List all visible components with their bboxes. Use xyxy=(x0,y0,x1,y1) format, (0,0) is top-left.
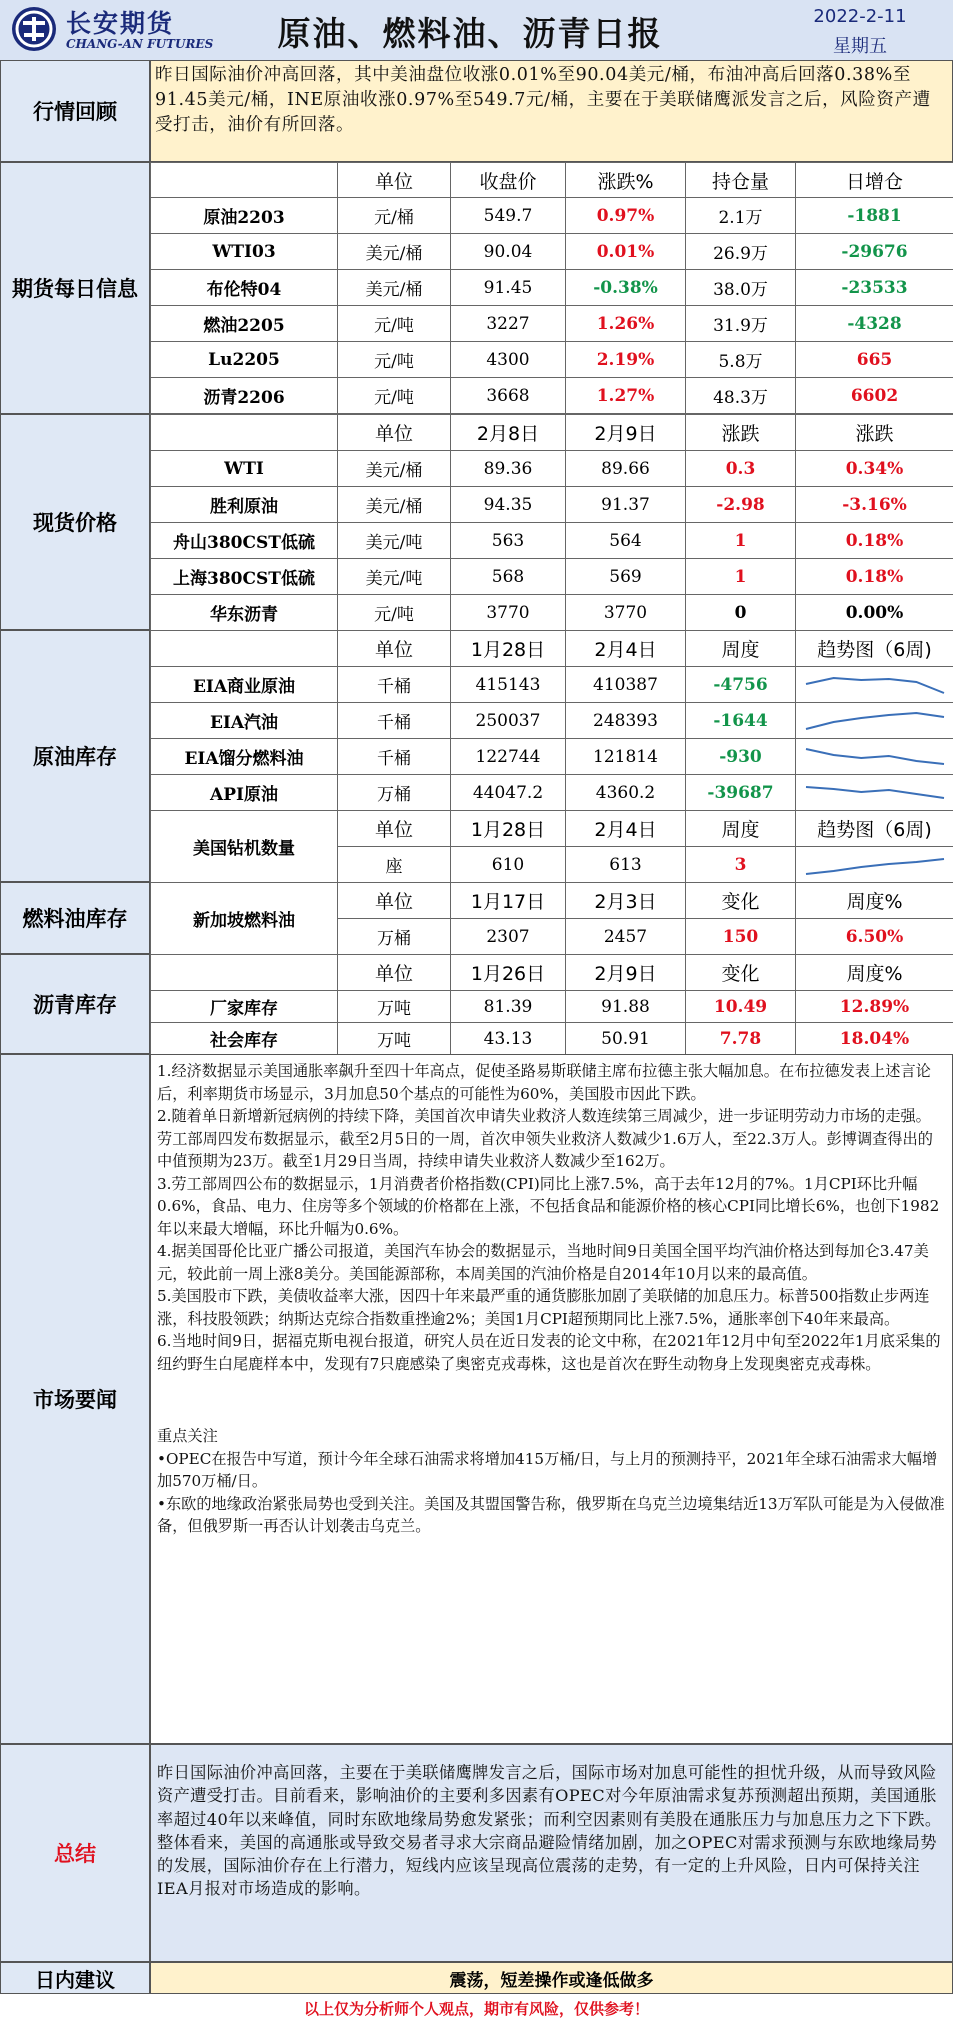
company-logo-icon xyxy=(10,5,58,53)
advice-label: 日内建议 xyxy=(0,1962,150,1994)
crude-value-1: 250037 xyxy=(451,703,566,739)
crude-trend-cell xyxy=(796,667,953,703)
rig-count-name: 美国钻机数量 xyxy=(151,811,338,883)
trend-sparkline xyxy=(800,672,950,698)
fuel-header-cell: 周度% xyxy=(796,883,953,919)
spot-price-2: 91.37 xyxy=(566,487,686,523)
news-label: 市场要闻 xyxy=(0,1054,150,1744)
crude-weekly-change: -930 xyxy=(686,739,796,775)
futures-row xyxy=(151,378,953,414)
asphalt-value-2: 91.88 xyxy=(566,991,686,1023)
rig-header-cell: 周度 xyxy=(686,811,796,847)
crude-header-row xyxy=(151,631,953,667)
spot-row xyxy=(151,523,953,559)
crude-item-name: EIA汽油 xyxy=(151,703,338,739)
spot-header-cell: 单位 xyxy=(338,415,451,451)
trend-line xyxy=(806,787,944,798)
asphalt-value-1: 81.39 xyxy=(451,991,566,1023)
crude-weekly-change: -1644 xyxy=(686,703,796,739)
futures-header-cell: 收盘价 xyxy=(451,163,566,198)
fuel-header-cell: 单位 xyxy=(338,883,451,919)
crude-row xyxy=(151,739,953,775)
trend-sparkline xyxy=(800,852,950,878)
spot-product-name: 胜利原油 xyxy=(151,487,338,523)
futures-close: 4300 xyxy=(451,342,566,378)
news-box xyxy=(150,1054,953,1744)
spot-product-name: 上海380CST低硫 xyxy=(151,559,338,595)
news-item: 3.劳工部周四公布的数据显示，1月消费者价格指数(CPI)同比上涨7.5%，高于去年12月的7%。1月CPI环比升幅0.6%，食品、电力、住房等多个领域的价格都在上涨，不包括食品和能源价格的核心CPI同比增长6%，也创下1982年以来最大增幅，环比升幅为0.6%。 xyxy=(157,1174,940,1238)
spot-unit: 元/吨 xyxy=(338,595,451,631)
futures-row xyxy=(151,234,953,270)
asphalt-change: 7.78 xyxy=(686,1023,796,1055)
rig-header-cell: 单位 xyxy=(338,811,451,847)
asphalt-header-cell: 2月9日 xyxy=(566,955,686,991)
crude-header-cell: 1月28日 xyxy=(451,631,566,667)
spot-change: 0 xyxy=(686,595,796,631)
fuel-header-cell: 变化 xyxy=(686,883,796,919)
crude-trend-cell xyxy=(796,775,953,811)
futures-oi-change: -23533 xyxy=(796,270,953,306)
futures-row xyxy=(151,198,953,234)
spot-product-name: 舟山380CST低硫 xyxy=(151,523,338,559)
fuel-inventory-label: 燃料油库存 xyxy=(0,882,150,954)
review-box xyxy=(150,60,953,162)
crude-trend-cell xyxy=(796,703,953,739)
spot-unit: 美元/桶 xyxy=(338,487,451,523)
asphalt-row xyxy=(151,991,953,1023)
crude-weekly-change: -39687 xyxy=(686,775,796,811)
asphalt-inventory-table xyxy=(150,954,953,1055)
asphalt-value-2: 50.91 xyxy=(566,1023,686,1055)
spot-change-pct: 0.34% xyxy=(796,451,953,487)
summary-box xyxy=(150,1744,953,1962)
spot-row xyxy=(151,451,953,487)
spot-change: 1 xyxy=(686,523,796,559)
review-text: 昨日国际油价冲高回落，其中美油盘位收涨0.01%至90.04美元/桶，布油冲高后回落0.38%至91.45美元/桶，INE原油收涨0.97%至549.7元/桶，主要在于美联储鹰派发言之后，风险资产遭受打击，油价有所回落。 xyxy=(155,65,931,135)
asphalt-inventory-label: 沥青库存 xyxy=(0,954,150,1054)
futures-oi-change: -1881 xyxy=(796,198,953,234)
asphalt-header-cell: 1月26日 xyxy=(451,955,566,991)
crude-inventory-table xyxy=(150,630,953,883)
trend-line xyxy=(806,859,944,874)
summary-text: 昨日国际油价冲高回落，主要在于美联储鹰牌发言之后，国际市场对加息可能性的担忧升级，从而导致风险资产遭受打击。目前看来，影响油价的主要利多因素有OPEC对今年原油需求复苏预测超出预期，美国通胀率超过40年以来峰值，同时东欧地缘局势愈发紧张；而利空因素则有美股在通胀压力与加息压力之下下跌。整体看来，美国的高通胀或导致交易者寻求大宗商品避险情绪加剧，加之OPEC对需求预测与东欧地缘局势的发展，国际油价存在上行潜力，短线内应该呈现高位震荡的走势，有一定的上升风险，日内可保持关注IEA月报对市场造成的影响。 xyxy=(157,1763,942,1899)
spot-price-1: 94.35 xyxy=(451,487,566,523)
trend-sparkline xyxy=(800,780,950,806)
crude-value-1: 122744 xyxy=(451,739,566,775)
crude-weekly-change: -4756 xyxy=(686,667,796,703)
rig-header-cell: 1月28日 xyxy=(451,811,566,847)
futures-open-interest: 5.8万 xyxy=(686,342,796,378)
futures-oi-change: -29676 xyxy=(796,234,953,270)
futures-close: 91.45 xyxy=(451,270,566,306)
asphalt-row xyxy=(151,1023,953,1055)
fuel-unit: 万桶 xyxy=(338,919,451,955)
crude-value-2: 4360.2 xyxy=(566,775,686,811)
spot-price-2: 3770 xyxy=(566,595,686,631)
page-title: 原油、燃料油、沥青日报 xyxy=(277,14,663,53)
spot-row xyxy=(151,559,953,595)
futures-open-interest: 31.9万 xyxy=(686,306,796,342)
futures-header-cell: 单位 xyxy=(338,163,451,198)
spot-change: 1 xyxy=(686,559,796,595)
futures-contract-name: 沥青2206 xyxy=(151,378,338,414)
futures-header-cell: 日增仓 xyxy=(796,163,953,198)
crude-value-1: 44047.2 xyxy=(451,775,566,811)
futures-open-interest: 26.9万 xyxy=(686,234,796,270)
futures-contract-name: 燃油2205 xyxy=(151,306,338,342)
fuel-header-cell: 2月3日 xyxy=(566,883,686,919)
futures-table xyxy=(150,162,953,414)
futures-open-interest: 38.0万 xyxy=(686,270,796,306)
asphalt-change-pct: 12.89% xyxy=(796,991,953,1023)
futures-change-pct: 1.27% xyxy=(566,378,686,414)
spot-product-name: WTI xyxy=(151,451,338,487)
futures-change-pct: 0.01% xyxy=(566,234,686,270)
spot-price-2: 569 xyxy=(566,559,686,595)
spot-change: -2.98 xyxy=(686,487,796,523)
spot-header-row xyxy=(151,415,953,451)
crude-row xyxy=(151,703,953,739)
fuel-header-row xyxy=(151,883,953,919)
crude-value-1: 415143 xyxy=(451,667,566,703)
rig-unit: 座 xyxy=(338,847,451,883)
crude-header-cell: 单位 xyxy=(338,631,451,667)
spot-change-pct: 0.18% xyxy=(796,559,953,595)
spot-price-2: 89.66 xyxy=(566,451,686,487)
report-weekday: 星期五 xyxy=(833,36,887,57)
spot-header-cell: 涨跌 xyxy=(686,415,796,451)
rig-trend-cell xyxy=(796,847,953,883)
crude-item-name: API原油 xyxy=(151,775,338,811)
futures-open-interest: 2.1万 xyxy=(686,198,796,234)
spot-price-1: 563 xyxy=(451,523,566,559)
futures-contract-name: 布伦特04 xyxy=(151,270,338,306)
spot-product-name: 华东沥青 xyxy=(151,595,338,631)
review-label: 行情回顾 xyxy=(0,60,150,162)
asphalt-header-cell: 变化 xyxy=(686,955,796,991)
spot-price-1: 89.36 xyxy=(451,451,566,487)
fuel-value-1: 2307 xyxy=(451,919,566,955)
fuel-value-2: 2457 xyxy=(566,919,686,955)
futures-close: 3227 xyxy=(451,306,566,342)
futures-unit: 元/吨 xyxy=(338,378,451,414)
crude-header-cell: 趋势图（6周) xyxy=(796,631,953,667)
futures-unit: 元/桶 xyxy=(338,198,451,234)
spot-price-1: 3770 xyxy=(451,595,566,631)
rig-header-cell: 趋势图（6周) xyxy=(796,811,953,847)
focus-item: •东欧的地缘政治紧张局势也受到关注。美国及其盟国警告称，俄罗斯在乌克兰边境集结近13万军队可能是为入侵做准备，但俄罗斯一再否认计划袭击乌克兰。 xyxy=(157,1494,945,1535)
news-item: 5.美国股市下跌，美债收益率大涨，因四十年来最严重的通货膨胀加剧了美联储的加息压力。标普500指数止步两连涨，科技股领跌；纳斯达克综合指数重挫逾2%；美国1月CPI超预期同比上涨7.5%，通胀率创下40年来最高。 xyxy=(157,1287,930,1328)
futures-close: 90.04 xyxy=(451,234,566,270)
rig-value-1: 610 xyxy=(451,847,566,883)
spot-row xyxy=(151,487,953,523)
asphalt-header-cell: 周度% xyxy=(796,955,953,991)
futures-header-cell xyxy=(151,163,338,198)
spot-change: 0.3 xyxy=(686,451,796,487)
crude-item-name: EIA商业原油 xyxy=(151,667,338,703)
futures-oi-change: -4328 xyxy=(796,306,953,342)
crude-unit: 千桶 xyxy=(338,667,451,703)
rig-header-row xyxy=(151,811,953,847)
advice-text: 震荡，短差操作或逢低做多 xyxy=(449,1970,654,1991)
futures-close: 3668 xyxy=(451,378,566,414)
futures-row xyxy=(151,342,953,378)
futures-change-pct: 0.97% xyxy=(566,198,686,234)
spot-header-cell: 2月9日 xyxy=(566,415,686,451)
futures-header-cell: 持仓量 xyxy=(686,163,796,198)
futures-row xyxy=(151,306,953,342)
trend-line xyxy=(806,749,944,764)
spot-change-pct: 0.18% xyxy=(796,523,953,559)
trend-sparkline xyxy=(800,744,950,770)
crude-value-2: 248393 xyxy=(566,703,686,739)
crude-value-2: 121814 xyxy=(566,739,686,775)
asphalt-change-pct: 18.04% xyxy=(796,1023,953,1055)
crude-unit: 千桶 xyxy=(338,739,451,775)
spot-price-2: 564 xyxy=(566,523,686,559)
report-header xyxy=(0,0,953,62)
futures-header-cell: 涨跌% xyxy=(566,163,686,198)
futures-unit: 美元/桶 xyxy=(338,234,451,270)
futures-oi-change: 665 xyxy=(796,342,953,378)
futures-label: 期货每日信息 xyxy=(0,162,150,414)
asphalt-header-row xyxy=(151,955,953,991)
logo-company-english: CHANG-AN FUTURES xyxy=(66,37,214,51)
futures-close: 549.7 xyxy=(451,198,566,234)
crude-header-cell xyxy=(151,631,338,667)
futures-unit: 元/吨 xyxy=(338,306,451,342)
fuel-row-name: 新加坡燃料油 xyxy=(151,883,338,955)
news-item: 2.随着单日新增新冠病例的持续下降，美国首次申请失业救济人数连续第三周减少，进一步证明劳动力市场的走强。劳工部周四发布数据显示，截至2月5日的一周，首次申领失业救济人数减少1.6万人，至22.3万人。彭博调查得出的中值预期为23万。截至1月29日当周，持续申请失业救济人数减少至162万。 xyxy=(157,1107,933,1170)
futures-oi-change: 6602 xyxy=(796,378,953,414)
futures-contract-name: 原油2203 xyxy=(151,198,338,234)
spot-price-1: 568 xyxy=(451,559,566,595)
spot-table xyxy=(150,414,953,631)
spot-header-cell: 2月8日 xyxy=(451,415,566,451)
focus-title: 重点关注 xyxy=(157,1427,218,1445)
crude-inventory-label: 原油库存 xyxy=(0,630,150,882)
spot-label: 现货价格 xyxy=(0,414,150,630)
news-list xyxy=(157,1060,946,1375)
futures-unit: 元/吨 xyxy=(338,342,451,378)
futures-change-pct: -0.38% xyxy=(566,270,686,306)
news-item: 4.据美国哥伦比亚广播公司报道，美国汽车协会的数据显示，当地时间9日美国全国平均汽油价格达到每加仑3.47美元，较此前一周上涨8美分。美国能源部称，本周美国的汽油价格是自2014年10月以来的最高值。 xyxy=(157,1242,929,1283)
spot-unit: 美元/桶 xyxy=(338,451,451,487)
spot-change-pct: -3.16% xyxy=(796,487,953,523)
focus-item: •OPEC在报告中写道，预计今年全球石油需求将增加415万桶/日，与上月的预测持平，2021年全球石油需求大幅增加570万桶/日。 xyxy=(157,1449,938,1490)
rig-value-2: 613 xyxy=(566,847,686,883)
crude-row xyxy=(151,667,953,703)
futures-header-row xyxy=(151,163,953,198)
asphalt-unit: 万吨 xyxy=(338,991,451,1023)
asphalt-item-name: 社会库存 xyxy=(151,1023,338,1055)
asphalt-change: 10.49 xyxy=(686,991,796,1023)
asphalt-header-cell xyxy=(151,955,338,991)
advice-box xyxy=(150,1962,953,1994)
logo-company-name: 长安期货 xyxy=(66,9,175,38)
fuel-header-cell: 1月17日 xyxy=(451,883,566,919)
spot-unit: 美元/吨 xyxy=(338,559,451,595)
rig-header-cell: 2月4日 xyxy=(566,811,686,847)
crude-unit: 千桶 xyxy=(338,703,451,739)
spot-header-cell: 涨跌 xyxy=(796,415,953,451)
crude-item-name: EIA馏分燃料油 xyxy=(151,739,338,775)
asphalt-unit: 万吨 xyxy=(338,1023,451,1055)
spot-unit: 美元/吨 xyxy=(338,523,451,559)
crude-header-cell: 周度 xyxy=(686,631,796,667)
focus-list xyxy=(157,1448,946,1538)
asphalt-header-cell: 单位 xyxy=(338,955,451,991)
futures-unit: 美元/桶 xyxy=(338,270,451,306)
news-item: 6.当地时间9日，据福克斯电视台报道，研究人员在近日发表的论文中称，在2021年12月中旬至2022年1月底采集的纽约野生白尾鹿样本中，发现有7只鹿感染了奥密克戎毒株，这也是首次在野生动物身上发现奥密克戎毒株。 xyxy=(157,1332,941,1373)
asphalt-item-name: 厂家库存 xyxy=(151,991,338,1023)
futures-contract-name: WTI03 xyxy=(151,234,338,270)
futures-change-pct: 2.19% xyxy=(566,342,686,378)
crude-unit: 万桶 xyxy=(338,775,451,811)
fuel-pct: 6.50% xyxy=(796,919,953,955)
asphalt-value-1: 43.13 xyxy=(451,1023,566,1055)
report-date: 2022-2-11 xyxy=(813,6,907,27)
fuel-change: 150 xyxy=(686,919,796,955)
trend-line xyxy=(806,678,944,693)
futures-open-interest: 48.3万 xyxy=(686,378,796,414)
spot-row xyxy=(151,595,953,631)
crude-row xyxy=(151,775,953,811)
futures-change-pct: 1.26% xyxy=(566,306,686,342)
news-item: 1.经济数据显示美国通胀率飙升至四十年高点，促使圣路易斯联储主席布拉德主张大幅加息。在布拉德发表上述言论后，利率期货市场显示，3月加息50个基点的可能性为60%，美国股市因此下跌。 xyxy=(157,1062,931,1103)
futures-contract-name: Lu2205 xyxy=(151,342,338,378)
rig-weekly-change: 3 xyxy=(686,847,796,883)
futures-row xyxy=(151,270,953,306)
summary-label: 总结 xyxy=(0,1744,150,1962)
trend-line xyxy=(806,713,944,729)
crude-trend-cell xyxy=(796,739,953,775)
spot-change-pct: 0.00% xyxy=(796,595,953,631)
crude-value-2: 410387 xyxy=(566,667,686,703)
trend-sparkline xyxy=(800,708,950,734)
fuel-inventory-table xyxy=(150,882,953,955)
disclaimer: 以上仅为分析师个人观点，期市有风险，仅供参考！ xyxy=(303,2000,649,2018)
spot-header-cell xyxy=(151,415,338,451)
crude-header-cell: 2月4日 xyxy=(566,631,686,667)
